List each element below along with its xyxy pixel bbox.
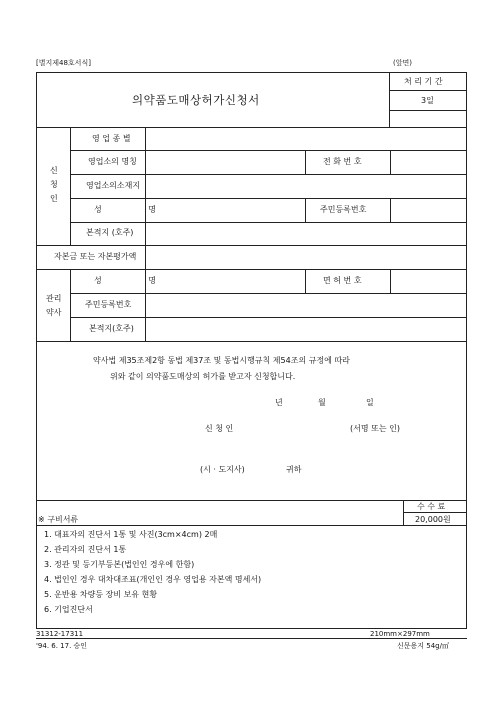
- authority-label: (시 · 도지사): [200, 465, 245, 474]
- date-day: 일: [366, 398, 374, 407]
- capital-field[interactable]: [146, 246, 466, 268]
- business-name-label: 영업소의 명칭: [88, 157, 137, 166]
- approval-date: '94. 6. 17. 승인: [36, 642, 88, 650]
- pharmacist-name-field[interactable]: [146, 270, 304, 292]
- resident-number-field[interactable]: [391, 199, 466, 221]
- processing-period-label: 처 리 기 간: [404, 77, 443, 86]
- business-address-label: 영업소의소재지: [86, 181, 141, 190]
- form-code: 31312-17311: [36, 630, 84, 638]
- document-item: 5. 운반용 차량등 장비 보유 현황: [44, 590, 158, 599]
- capital-label: 자본금 또는 자본평가액: [54, 252, 137, 261]
- document-item: 3. 정관 및 등기부등본(법인인 경우에 한함): [44, 560, 195, 569]
- signature-label: (서명 또는 인): [350, 424, 400, 433]
- pharmacist-resident-number-field[interactable]: [146, 294, 466, 316]
- document-item: 4. 법인인 경우 대차대조표(개인인 경우 영업용 자본액 명세서): [44, 575, 262, 584]
- applicant-label-2: 청: [50, 180, 58, 189]
- applicant-name-field[interactable]: [146, 199, 304, 221]
- pharmacist-label-2: 약사: [46, 308, 62, 317]
- phone-label: 전 화 번 호: [323, 157, 362, 166]
- license-number-field[interactable]: [391, 270, 466, 292]
- domicile-label: 본적지 (호주): [86, 228, 134, 237]
- pharmacist-domicile-label: 본적지(호주): [89, 324, 134, 333]
- fee-label: 수 수 료: [417, 502, 446, 511]
- document-item: 6. 기업진단서: [44, 605, 93, 614]
- business-name-field[interactable]: [146, 151, 304, 173]
- phone-field[interactable]: [391, 151, 466, 173]
- documents-heading: ※ 구비서류: [38, 515, 79, 524]
- paper-spec: 신문용지 54g/㎡: [397, 642, 449, 650]
- business-type-label: 영 업 종 별: [92, 134, 131, 143]
- applicant-name-label: 성 명: [94, 205, 156, 214]
- processing-period-value: 3일: [421, 96, 434, 105]
- addressee-label: 귀하: [286, 465, 302, 474]
- applicant-label-1: 신: [50, 166, 58, 175]
- form-title: 의약품도매상허가신청서: [132, 93, 260, 107]
- license-number-label: 면 허 번 호: [323, 276, 362, 285]
- applicant-signer-label: 신 청 인: [205, 424, 234, 433]
- business-type-field[interactable]: [146, 128, 466, 149]
- declaration-line-2: 위와 같이 의약품도매상의 허가를 받고자 신청합니다.: [110, 372, 296, 381]
- pharmacist-name-label: 성 명: [94, 276, 156, 285]
- business-address-field[interactable]: [146, 175, 466, 197]
- pharmacist-resident-number-label: 주민등록번호: [85, 300, 132, 309]
- paper-size: 210mm×297mm: [370, 630, 430, 638]
- page-side-label: (앞면): [393, 59, 412, 67]
- document-item: 2. 관리자의 진단서 1통: [44, 545, 127, 554]
- resident-number-label: 주민등록번호: [320, 205, 367, 214]
- document-item: 1. 대표자의 진단서 1통 및 사진(3cm×4cm) 2매: [44, 530, 218, 539]
- date-month: 월: [318, 398, 326, 407]
- domicile-field[interactable]: [146, 223, 466, 244]
- pharmacist-label-1: 관리: [46, 294, 62, 303]
- pharmacist-domicile-field[interactable]: [146, 318, 466, 340]
- applicant-label-3: 인: [50, 194, 58, 203]
- declaration-line-1: 약사법 제35조제2항 동법 제37조 및 동법시행규칙 제54조의 규정에 따라: [93, 356, 350, 365]
- fee-value: 20,000원: [415, 515, 451, 524]
- form-number: [별지제48호서식]: [36, 59, 91, 67]
- date-year: 년: [275, 398, 283, 407]
